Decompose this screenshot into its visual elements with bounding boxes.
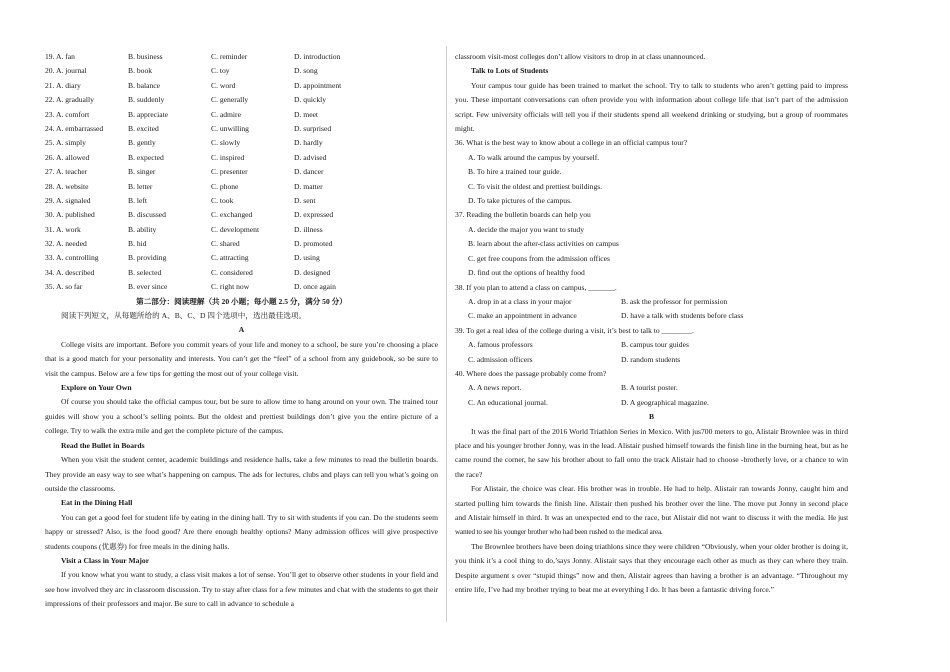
answer-option: C. attracting [211,253,249,263]
answer-option: D. expressed [294,210,334,220]
passage-b-paragraph-2-text: For Alistair, the choice was clear. His brother was in trouble. He had to help. Alistair ran towards Jonny, caught him and started pulling him towards the finish line. Alistair then pushed his brother over the line. The move put Jonny in second place and Alistair himself in third. It was an unexpected end to the race, but Alistair did not want to discuss it with the media. [455,484,848,522]
passage-b-paragraph-2-small: He just wanted to see his younger brother who had been rushed to the medical area. [455,514,848,537]
answer-option: B. singer [128,167,156,177]
q38-option: C. make an appointment in advance [468,311,577,321]
q37-option: B. learn about the after-class activities on campus [468,239,619,249]
answer-row [45,208,438,222]
answer-option: C. inspired [211,152,245,162]
q40-option: B. A tourist poster. [621,383,678,393]
q38-options-row [455,309,848,323]
answer-row [45,251,438,265]
answer-option: B. ever since [128,282,168,292]
answer-row [45,50,438,64]
q36-option: B. To hire a trained tour guide. [468,167,562,177]
answer-option: C. right now [211,282,250,292]
answer-option: 20. A. journal [45,66,87,76]
answer-option: D. matter [294,181,323,191]
answer-option: 28. A. website [45,181,89,191]
answer-option: D. surprised [294,123,332,133]
passage-b-paragraph-3: The Brownlee brothers have been doing triathlons since they were children “Obviously, when your older brother is doing it, you think it’s a cool thing to do,’says Jonny. Alistair says that they encourage each other as much as they can where they train. Despite argument s over “stupid things” now and then, Alistair agrees than having a brother is an advantage. “Throughout my entire life, I’ve had my brother trying to beat me at everything I do. It has been a fantastic driving force.” [455,541,848,595]
answer-option: 30. A. published [45,210,95,220]
answer-option: 22. A. gradually [45,95,94,105]
q38-options-row [455,295,848,309]
left-column [45,50,438,612]
passage-b-paragraph-2 [455,482,848,540]
q39-option: D. random students [621,354,681,364]
q39-options-row [455,338,848,352]
answer-option: 23. A. comfort [45,109,90,119]
paragraph-explore: Of course you should take the official campus tour, but be sure to allow time to hang around on your own. The trained tour guides will show you a school’s selling points. But the oldest and prettiest buildings don’t give you the entire picture of a college. Try to walk the extra mile and get the complete picture of the campus. [45,397,438,436]
answer-option: C. generally [211,95,249,105]
answer-option: D. using [294,253,320,263]
q38-option: A. drop in at a class in your major [468,296,572,306]
question-38: 38. If you plan to attend a class on campus, _______. [455,282,617,292]
answer-option: B. balance [128,80,161,90]
answer-row [45,93,438,107]
answer-row [45,237,438,251]
answer-option: 26. A. allowed [45,152,90,162]
answer-row [45,64,438,78]
answer-row [45,108,438,122]
heading-dining: Eat in the Dining Hall [61,498,133,508]
answer-option: C. slowly [211,138,241,148]
q36-option: D. To take pictures of the campus. [468,196,572,206]
answer-option: 24. A. embarrassed [45,123,104,133]
answer-option: 25. A. simply [45,138,86,148]
answer-option: D. appointment [294,80,342,90]
answer-option: D. hardly [294,138,323,148]
answer-option: C. presenter [211,167,248,177]
answer-option: 27. A. teacher [45,167,88,177]
answer-option: B. suddenly [128,95,165,105]
paragraph-talk-students: Your campus tour guide has been trained to market the school. Try to talk to students who aren’t getting paid to impress you. These important conversations can often provide you with information about college life that isn’t part of the admission script. Few university officials will tell you if their students spend all weekend drinking or studying, but a group of roommates might. [455,80,848,134]
answer-option: C. exchanged [211,210,253,220]
answer-option: B. excited [128,123,159,133]
passage-b-paragraph-1: It was the final part of the 2016 World Triathlon Series in Mexico. With jus700 meters to go, Alistair Brownlee was in third place and his younger brother Jonny, was in the lead. Alistair pushed himself towards the finish line in the burning heat, but as he came round the corner, he saw his brother about to fall onto the track Alistair had to choose -brotherly love, or a chance to win the race? [455,426,848,479]
answer-row [45,280,438,294]
answer-option: C. admire [211,109,241,119]
answer-row [45,180,438,194]
answer-option: B. book [128,66,153,76]
q40-option: C. An educational journal. [468,397,548,407]
answer-option: B. letter [128,181,153,191]
answer-row [45,223,438,237]
answer-option: B. selected [128,267,162,277]
answer-option: B. gently [128,138,156,148]
answer-option: D. dancer [294,167,324,177]
answer-option: D. once again [294,282,336,292]
passage-a-intro: College visits are important. Before you commit years of your life and money to a school, be sure you’re choosing a place that is a good match for your personality and interests. You can’t get the “feel” of a school from any guidebook, so be sure to visit the campus. Below are a few tips for getting the most out of your college visit. [45,339,438,378]
answer-option: D. introduction [294,52,341,61]
answer-row [45,266,438,280]
q37-option: D. find out the options of healthy food [468,268,585,278]
q40-options-row [455,381,848,395]
answer-option: C. word [211,80,236,90]
q40-option: D. A geographical magazine. [621,397,709,407]
heading-explore: Explore on Your Own [61,383,132,393]
answer-option: 29. A. signaled [45,195,91,205]
passage-label-b: B [648,412,655,422]
answer-option: D. designed [294,267,331,277]
column-divider [446,46,447,622]
answer-option: C. toy [211,66,230,76]
answer-option: B. discussed [128,210,166,220]
answer-option: B. ability [128,224,157,234]
answer-option: C. considered [211,267,253,277]
answer-row [45,194,438,208]
q36-option: A. To walk around the campus by yourself. [468,152,600,162]
heading-class-visit: Visit a Class in Your Major [61,555,150,565]
q39-option: C. admission officers [468,354,533,364]
answer-option: B. expected [128,152,164,162]
answer-option: 33. A. controlling [45,253,99,263]
answer-option: D. meet [294,109,319,119]
q40-option: A. A news report. [468,383,522,393]
answer-row [45,79,438,93]
heading-talk-students: Talk to Lots of Students [471,66,549,76]
question-37: 37. Reading the bulletin boards can help you [455,210,591,220]
answer-option: B. hid [128,239,147,249]
q37-option: C. get free coupons from the admission offices [468,253,610,263]
q38-option: B. ask the professor for permission [621,296,728,306]
paragraph-dining: You can get a good feel for student life by eating in the dining hall. Try to sit with students if you can. Do the students seem happy or stressed? Also, is the food good? Are there enough healthy options? Many admission offices will give prospective students coupons (优惠券) for free meals in the dining halls. [45,512,438,551]
question-40: 40. Where does the passage probably come from? [455,368,607,378]
section-title: 第二部分：阅读理解（共 20 小题；每小题 2.5 分，满分 50 分） [136,296,347,306]
answer-option: C. development [211,224,260,234]
passage-label-a: A [238,325,245,335]
answer-row [45,136,438,150]
answer-option: 31. A. work [45,224,81,234]
answer-option: D. song [294,66,318,76]
q40-options-row [455,396,848,410]
answer-row [45,122,438,136]
paragraph-class-visit: If you know what you want to study, a class visit makes a lot of sense. You’ll get to observe other students in your field and see how involved they arc in classroom discussion. Try to stay after class for a few minutes and chat with the students to get their impressions of their professors and major. Be sure to call in advance to schedule a [45,570,438,609]
answer-option: B. providing [128,253,167,263]
answer-row [45,151,438,165]
answer-option: C. phone [211,181,239,191]
answer-option: C. unwilling [211,123,249,133]
answer-option: 34. A. described [45,267,95,277]
question-36: 36. What is the best way to know about a college in an official campus tour? [455,138,688,148]
answer-option: B. appreciate [128,109,169,119]
q39-option: A. famous professors [468,340,533,350]
answer-option: B. business [128,52,163,61]
q38-option: D. have a talk with students before class [621,311,744,321]
answer-option: B. left [128,195,147,205]
instruction: 阅读下列短文，从每题所给的 A、B、C、D 四个选项中，选出最佳选项。 [61,311,307,321]
answer-option: C. took [211,195,234,205]
q36-option: C. To visit the oldest and prettiest buildings. [468,181,603,191]
answer-options-table [45,50,438,295]
answer-option: 19. A. fan [45,52,75,61]
answer-option: 32. A. needed [45,239,87,249]
answer-option: 21. A. diary [45,80,81,90]
answer-option: D. sent [294,195,316,205]
answer-option: D. quickly [294,95,327,105]
q37-option: A. decide the major you want to study [468,224,584,234]
paragraph-class-visit-cont: classroom visit-most colleges don’t allow visitors to drop in at class unannounced. [455,52,706,61]
q39-options-row [455,353,848,367]
answer-option: C. reminder [211,52,248,61]
answer-option: 35. A. so far [45,282,83,292]
answer-row [45,165,438,179]
q39-option: B. campus tour guides [621,340,689,350]
answer-option: D. illness [294,224,323,234]
paragraph-bulletin: When you visit the student center, academic buildings and residence halls, take a few minutes to read the bulletin boards. They provide an easy way to see what’s happening on campus. The ads for lectures, clubs and plays can tell you what’s going on outside the classrooms. [45,455,438,493]
question-39: 39. To get a real idea of the college during a visit, it’s best to talk to ________. [455,325,694,335]
answer-option: C. shared [211,239,240,249]
right-column [455,50,848,597]
answer-option: D. promoted [294,239,333,249]
heading-bulletin: Read the Bullet in Boards [61,440,145,450]
answer-option: D. advised [294,152,327,162]
